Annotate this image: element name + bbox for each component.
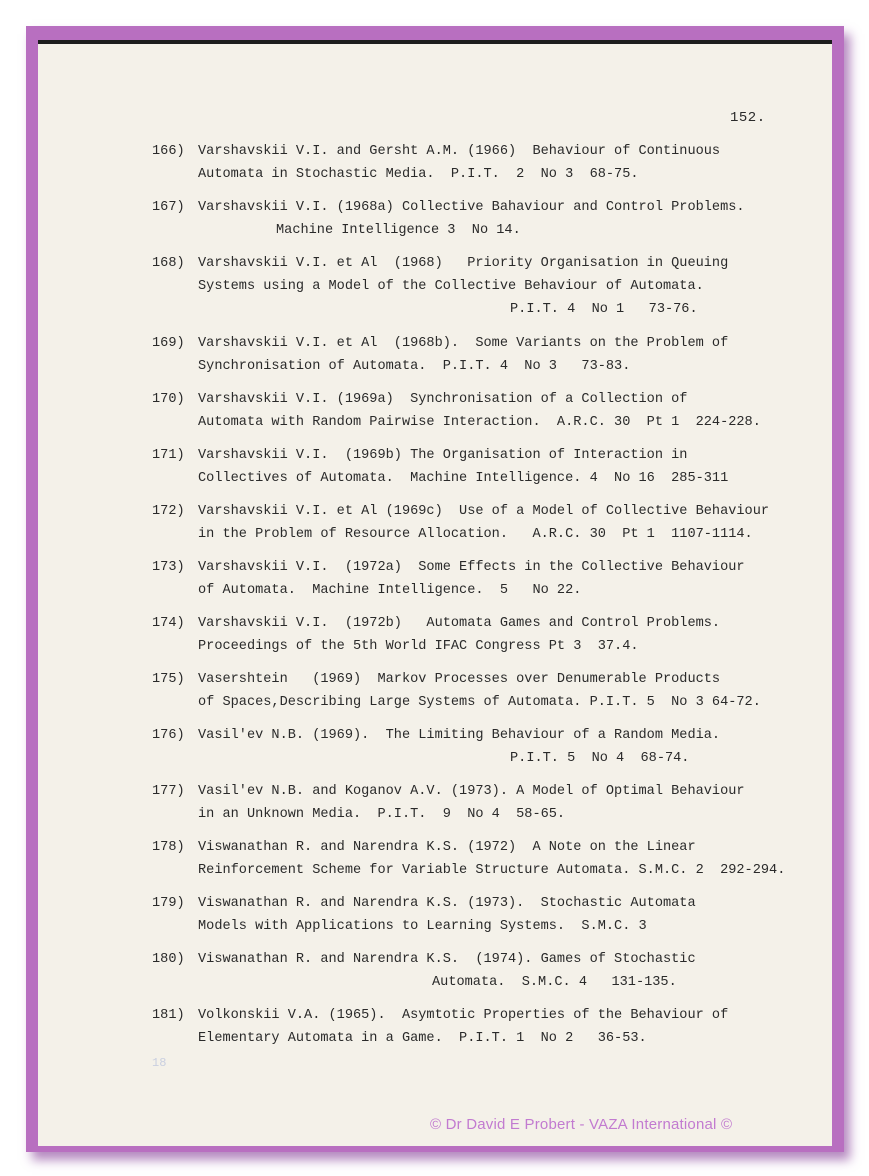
reference-line: Elementary Automata in a Game. P.I.T. 1 No 2 36-53. xyxy=(198,1031,647,1046)
reference-line: of Automata. Machine Intelligence. 5 No 22. xyxy=(198,583,582,598)
reference-number: 168) xyxy=(152,256,185,271)
reference-line: Reinforcement Scheme for Variable Structure Automata. S.M.C. 2 292-294. xyxy=(198,863,786,878)
reference-line: Viswanathan R. and Narendra K.S. (1973). Stochastic Automata xyxy=(198,896,696,911)
reference-line: Varshavskii V.I. et Al (1969c) Use of a Model of Collective Behaviour xyxy=(198,504,770,519)
reference-entry xyxy=(152,612,832,658)
reference-number: 174) xyxy=(152,616,185,631)
reference-line: Vasil'ev N.B. (1969). The Limiting Behaviour of a Random Media. xyxy=(198,728,721,743)
reference-number: 170) xyxy=(152,392,185,407)
reference-number: 172) xyxy=(152,504,185,519)
reference-line: Varshavskii V.I. (1972a) Some Effects in the Collective Behaviour xyxy=(198,560,745,575)
reference-line: of Spaces,Describing Large Systems of Automata. P.I.T. 5 No 3 64-72. xyxy=(198,695,761,710)
reference-line: Varshavskii V.I. (1969b) The Organisation of Interaction in xyxy=(198,448,688,463)
reference-entry xyxy=(152,892,832,938)
reference-line: Proceedings of the 5th World IFAC Congress Pt 3 37.4. xyxy=(198,639,639,654)
reference-entry xyxy=(152,556,832,602)
reference-entry xyxy=(152,836,832,882)
reference-entry xyxy=(152,388,832,434)
copyright-watermark: © Dr David E Probert - VAZA International © xyxy=(430,1116,733,1133)
reference-line: Varshavskii V.I. (1969a) Synchronisation of a Collection of xyxy=(198,392,688,407)
reference-line: Machine Intelligence 3 No 14. xyxy=(276,223,521,238)
reference-line: Varshavskii V.I. (1972b) Automata Games and Control Problems. xyxy=(198,616,721,631)
reference-line: Automata. S.M.C. 4 131-135. xyxy=(432,975,677,990)
reference-entry xyxy=(152,948,832,994)
reference-entry xyxy=(152,444,832,490)
reference-entry xyxy=(152,500,832,546)
reference-entry xyxy=(152,332,832,378)
reference-line: Viswanathan R. and Narendra K.S. (1974). Games of Stochastic xyxy=(198,952,696,967)
reference-number: 179) xyxy=(152,896,185,911)
reference-line: Synchronisation of Automata. P.I.T. 4 No 3 73-83. xyxy=(198,359,631,374)
reference-number: 177) xyxy=(152,784,185,799)
reference-line: in the Problem of Resource Allocation. A.R.C. 30 Pt 1 1107-1114. xyxy=(198,527,753,542)
reference-line: Automata with Random Pairwise Interaction. A.R.C. 30 Pt 1 224-228. xyxy=(198,415,761,430)
reference-line: Varshavskii V.I. (1968a) Collective Bahaviour and Control Problems. xyxy=(198,200,745,215)
reference-line: in an Unknown Media. P.I.T. 9 No 4 58-65. xyxy=(198,807,566,822)
reference-line: Varshavskii V.I. et Al (1968b). Some Variants on the Problem of xyxy=(198,336,729,351)
reference-number: 166) xyxy=(152,144,185,159)
reference-line: Models with Applications to Learning Systems. S.M.C. 3 xyxy=(198,919,647,934)
reference-number: 171) xyxy=(152,448,185,463)
reference-number: 173) xyxy=(152,560,185,575)
reference-number: 178) xyxy=(152,840,185,855)
reference-entry xyxy=(152,724,832,770)
reference-line: Viswanathan R. and Narendra K.S. (1972) A Note on the Linear xyxy=(198,840,696,855)
reference-number: 176) xyxy=(152,728,185,743)
reference-number: 181) xyxy=(152,1008,185,1023)
reference-line: Automata in Stochastic Media. P.I.T. 2 No 3 68-75. xyxy=(198,167,639,182)
reference-line: Volkonskii V.A. (1965). Asymtotic Properties of the Behaviour of xyxy=(198,1008,729,1023)
reference-entry xyxy=(152,668,832,714)
reference-line: Collectives of Automata. Machine Intelligence. 4 No 16 285-311 xyxy=(198,471,729,486)
reference-entry xyxy=(152,780,832,826)
reference-line: P.I.T. 5 No 4 68-74. xyxy=(510,751,690,766)
reference-line: Systems using a Model of the Collective Behaviour of Automata. xyxy=(198,279,704,294)
reference-line: P.I.T. 4 No 1 73-76. xyxy=(510,302,698,317)
reference-entry xyxy=(152,1004,832,1050)
reference-number: 175) xyxy=(152,672,185,687)
reference-number: 180) xyxy=(152,952,185,967)
faint-page-mark: 18 xyxy=(152,1056,167,1070)
reference-line: Varshavskii V.I. and Gersht A.M. (1966) Behaviour of Continuous xyxy=(198,144,721,159)
reference-line: Varshavskii V.I. et Al (1968) Priority Organisation in Queuing xyxy=(198,256,729,271)
reference-number: 169) xyxy=(152,336,185,351)
reference-entry xyxy=(152,252,832,321)
reference-number: 167) xyxy=(152,200,185,215)
page-number: 152. xyxy=(730,110,766,126)
reference-entry xyxy=(152,140,832,186)
reference-line: Vasershtein (1969) Markov Processes over Denumerable Products xyxy=(198,672,721,687)
reference-line: Vasil'ev N.B. and Koganov A.V. (1973). A Model of Optimal Behaviour xyxy=(198,784,745,799)
reference-entry xyxy=(152,196,832,242)
